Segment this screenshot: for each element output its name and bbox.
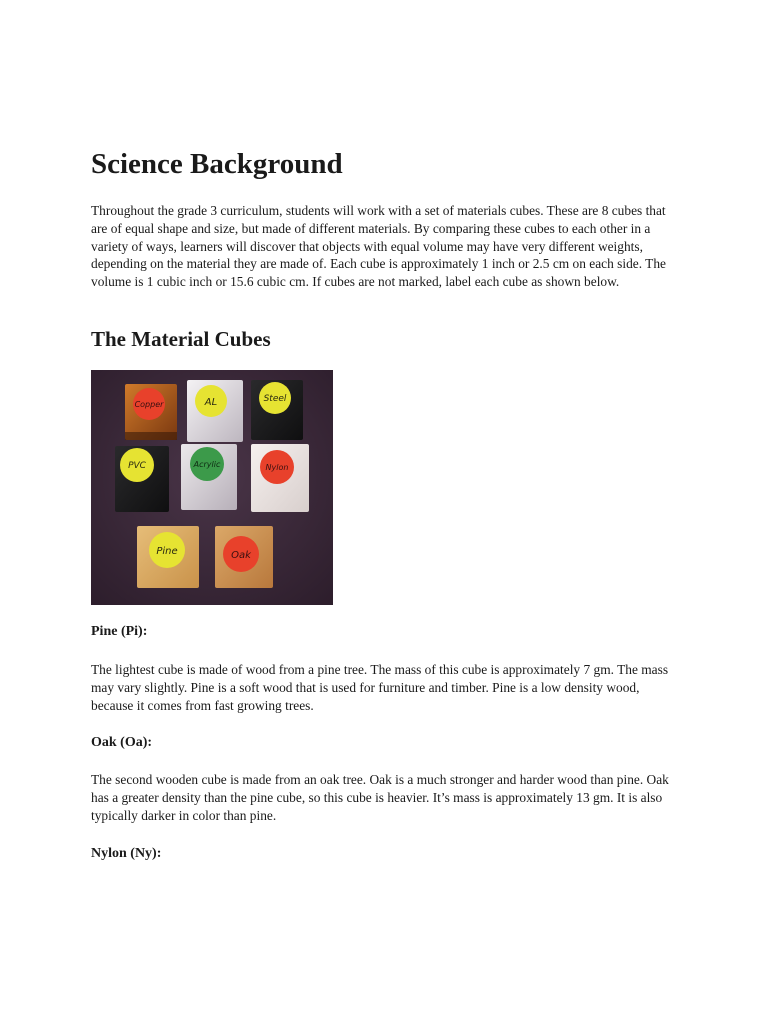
pine-heading: Pine (Pi): xyxy=(91,624,148,639)
copper-label: Copper xyxy=(134,400,164,409)
pine-cube xyxy=(137,526,199,588)
aluminum-label: AL xyxy=(204,397,218,408)
section-title: The Material Cubes xyxy=(91,327,271,351)
nylon-cube xyxy=(251,444,309,512)
acrylic-cube xyxy=(181,444,237,510)
oak-paragraph: The second wooden cube is made from an oak tree. Oak is a much stronger and harder wood than pine. Oak has a greater density than the pine cube, so this cube is heavier. It’s mass is approximately 13 gm. It is also typically darker in color than pine. xyxy=(91,772,669,824)
steel-cube xyxy=(251,380,303,440)
pine-label: Pine xyxy=(156,546,178,557)
acrylic-label: Acrylic xyxy=(193,460,221,469)
pvc-label: PVC xyxy=(128,461,146,471)
oak-cube xyxy=(215,526,273,588)
pine-paragraph: The lightest cube is made of wood from a pine tree. The mass of this cube is approximately 7 gm. The mass may vary slightly. Pine is a soft wood that is used for furniture and timber. Pine is a low density wood, because it comes from fast growing trees. xyxy=(91,662,669,714)
intro-paragraph: Throughout the grade 3 curriculum, students will work with a set of materials cubes. These are 8 cubes that are of equal shape and size, but made of different materials. By comparing these cubes to each other in a variety of ways, learners will discover that objects with equal volume may have very different weights, depending on the material they are made of. Each cube is approximately 1 inch or 2.5 cm on each side. The volume is 1 cubic inch or 15.6 cubic cm. If cubes are not marked, label each cube as shown below. xyxy=(91,203,666,290)
steel-label: Steel xyxy=(263,394,287,404)
oak-label: Oak xyxy=(231,550,251,561)
nylon-heading: Nylon (Ny): xyxy=(91,846,162,861)
page-title: Science Background xyxy=(91,148,343,180)
nylon-label: Nylon xyxy=(265,463,289,472)
oak-heading: Oak (Oa): xyxy=(91,735,153,750)
material-cubes-photo xyxy=(91,370,333,605)
copper-cube xyxy=(125,384,177,440)
pvc-cube xyxy=(115,446,169,512)
aluminum-cube xyxy=(187,380,243,442)
